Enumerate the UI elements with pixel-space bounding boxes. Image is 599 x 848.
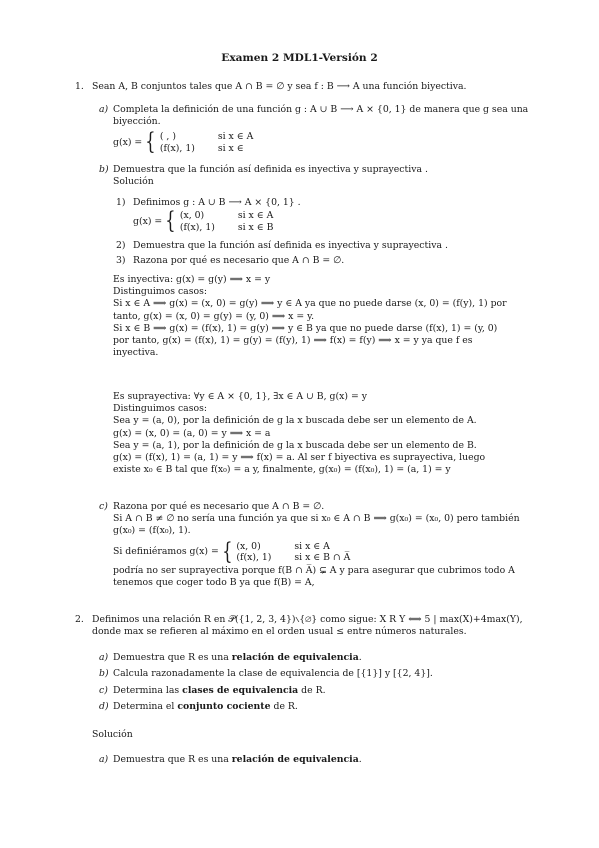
part-1c-row2-cond: si x ∈ B ∩ A̅ [294,552,351,564]
part-1b [99,164,545,188]
part-1a-piecewise [113,131,543,154]
part-1c-label: c) [99,501,108,512]
part-1b-row1-cond: si x ∈ A [237,210,274,222]
part-1c-row1-cond: si x ∈ A [294,540,330,552]
proof-line: Sea y = (a, 1), por la definición de g la x buscada debe ser un elemento de B. [113,439,477,451]
part-1c-line-3: g(x₀) = (f(x₀), 1). [113,525,191,537]
proof-line: Distinguimos casos: [113,403,207,415]
problem-2-number: 2. [75,614,84,625]
part-1a-label: a) [99,104,109,115]
part-1c-line-4: podría no ser suprayectiva porque f(B ∩ A̅) ⊊ A y para asegurar que cubrimos todo A [113,564,515,576]
step-2-text: Demuestra que la función así definida es inyectiva y suprayectiva . [133,240,448,251]
problem-1-statement: Sean A, B conjuntos tales que A ∩ B = ∅ y sea f : B ⟶ A una función biyectiva. [92,81,467,92]
proof-line: Sea y = (a, 0), por la definición de g la x buscada debe ser un elemento de A. [113,415,477,427]
surjectivity-proof [113,391,545,476]
proof-line: existe x₀ ∈ B tal que f(x₀) = a y, finalmente, g(x₀) = (f(x₀), 1) = (a, 1) = y [113,464,451,476]
problem-2-item-a: a) Demuestra que R es una relación de equivalencia. [99,652,362,663]
problem-1 [75,81,542,93]
left-brace-icon: { [145,129,156,156]
problem-2-item-c: c) Determina las clases de equivalencia de R. [99,684,326,696]
part-1b-label: b) [99,164,109,175]
problem-1-number: 1. [75,81,84,92]
problem-2-solution-a: a) Demuestra que R es una relación de equivalencia. [99,754,362,765]
step-2-number: 2) [116,240,126,251]
part-1c-row1-value: (x, 0) [236,540,261,552]
part-1a-row1-cond: si x ∈ A [217,131,254,143]
part-1c-piecewise [113,538,545,565]
proof-line: Es inyectiva: g(x) = g(y) ⟹ x = y [113,274,271,285]
step-3-text: Razona por qué es necesario que A ∩ B = ∅. [133,255,345,266]
part-1c-line-2: Si A ∩ B ≠ ∅ no sería una función ya que si x₀ ∈ A ∩ B ⟹ g(x₀) = (x₀, 0) pero también [113,513,520,525]
step-1-number: 1) [116,197,126,208]
part-1b-step-1 [116,197,533,235]
part-1a-line-2: biyección. [113,116,161,128]
part-1b-row2-value: (f(x), 1) [179,221,215,233]
proof-line: g(x) = (x, 0) = (a, 0) = y ⟹ x = a [113,427,271,439]
problem-2-statement-2: donde max se refieren al máximo en el orden usual ≤ entre números naturales. [92,626,467,638]
problem-2-solucion-label: Solución [92,729,133,740]
part-1a-g-lhs: g(x) = [113,136,143,148]
proof-line: Es suprayectiva: ∀y ∈ A × {0, 1}, ∃x ∈ A ∪ B, g(x) = y [113,391,367,402]
exam-title: Examen 2 MDL1-Versión 2 [221,52,378,64]
part-1b-solucion: Solución [113,176,154,188]
problem-2 [75,614,544,638]
part-1a-line-1: Completa la definición de una función g : A ∪ B ⟶ A × {0, 1} de manera que g sea una [113,104,529,115]
injectivity-proof [113,274,545,359]
part-1b-g-lhs: g(x) = [133,215,163,227]
proof-line: Si x ∈ A ⟹ g(x) = (x, 0) = g(y) ⟹ y ∈ A ya que no puede darse (x, 0) = (f(y), 1) por [113,298,507,310]
proof-line: g(x) = (f(x), 1) = (a, 1) = y ⟹ f(x) = a. Al ser f biyectiva es suprayectiva, luego [113,451,486,463]
part-1c-line-1: Razona por qué es necesario que A ∩ B = ∅. [113,501,325,512]
left-brace-icon: { [221,538,233,565]
problem-2-item-d: d) Determina el conjunto cociente de R. [99,700,298,712]
step-3-number: 3) [116,255,126,266]
left-brace-icon: { [165,208,176,235]
proof-line: por tanto, g(x) = (f(x), 1) = g(y) = (f(y), 1) ⟹ f(x) = f(y) ⟹ x = y ya que f es [113,334,473,346]
part-1b-line-1: Demuestra que la función así definida es inyectiva y suprayectiva . [113,164,428,175]
part-1c-def-lhs: Si definiéramos g(x) = [113,545,219,557]
problem-2-statement-1: Definimos una relación R en 𝒫({1, 2, 3, 4})∖{∅} como sigue: X R Y ⟺ 5 | max(X)+4max(Y), [92,614,523,625]
proof-line: inyectiva. [113,347,159,359]
problem-2-solucion [92,729,522,741]
proof-line: tanto, g(x) = (x, 0) = g(y) = (y, 0) ⟹ x = y. [113,310,315,322]
part-1b-row2-cond: si x ∈ B [237,221,274,233]
part-1b-step-3 [116,255,533,267]
part-1b-piecewise [133,210,533,233]
part-1b-step-2 [116,240,533,252]
part-1c-line-5: tenemos que coger todo B ya que f(B) = A, [113,576,315,588]
part-1c [99,501,545,589]
step-1-text: Definimos g : A ∪ B ⟶ A × {0, 1} . [133,197,301,208]
part-1b-row1-value: (x, 0) [179,210,205,222]
part-1c-row2-value: (f(x), 1) [236,552,272,564]
part-1a [99,104,543,156]
proof-line: Distinguimos casos: [113,286,207,298]
problem-2-item-b: b) Calcula razonadamente la clase de equivalencia de [{1}] y [{2, 4}]. [99,668,433,680]
proof-line: Si x ∈ B ⟹ g(x) = (f(x), 1) = g(y) ⟹ y ∈ B ya que no puede darse (f(x), 1) = (y, 0) [113,322,498,334]
part-1a-row1-value: ( , ) [159,131,176,143]
part-1a-row2-cond: si x ∈ [217,142,244,154]
problem-2-items [99,652,543,717]
part-1a-row2-value: (f(x), 1) [159,142,195,154]
